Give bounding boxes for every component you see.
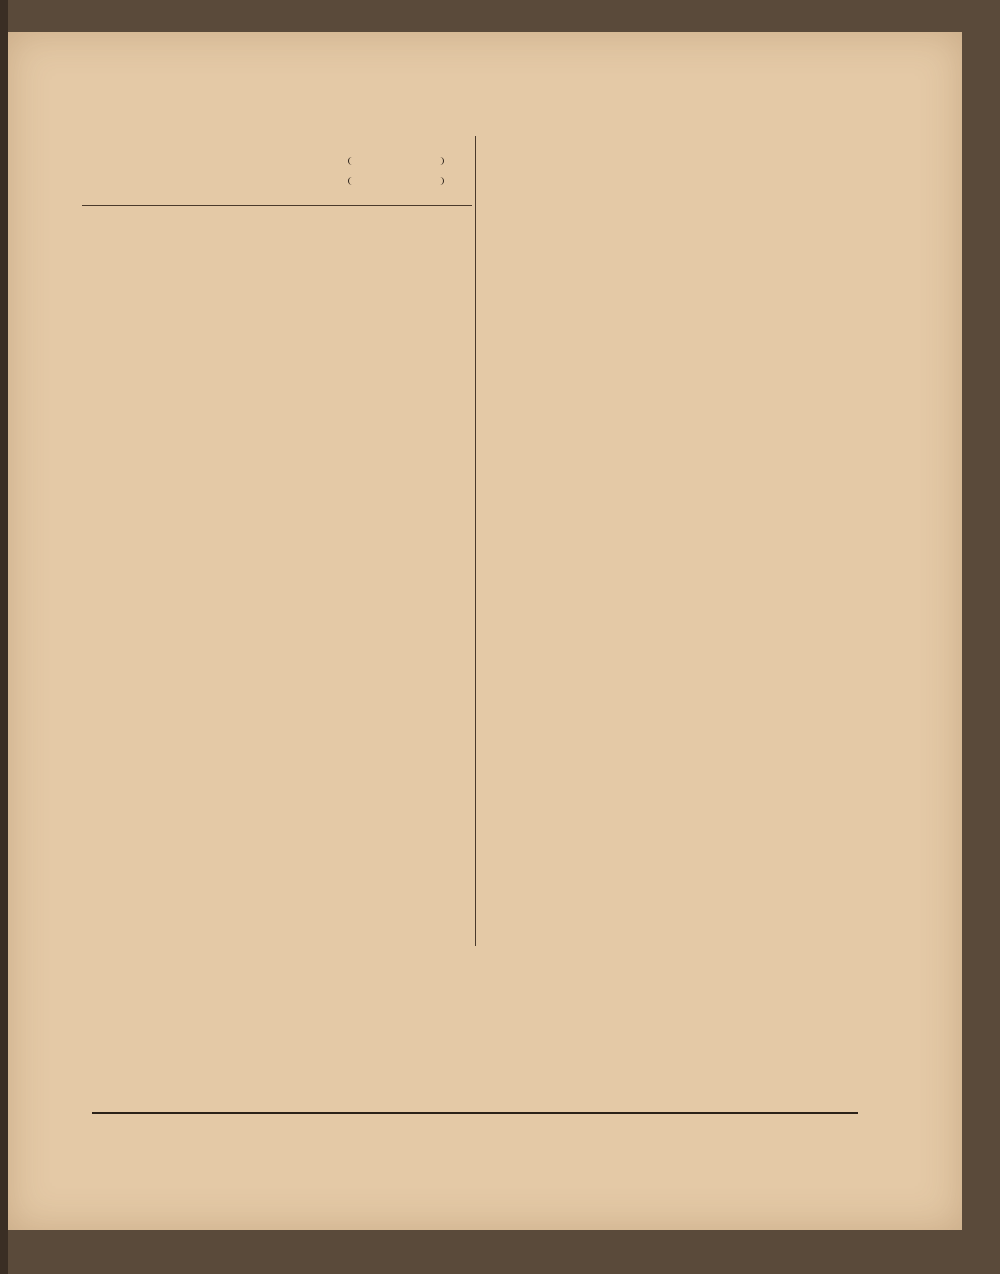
column-divider	[475, 136, 476, 946]
book-spine	[0, 0, 8, 1274]
column-header	[482, 136, 862, 138]
price-row-group	[82, 151, 472, 171]
imprint-footer	[92, 1112, 858, 1124]
row-description	[106, 171, 346, 191]
brace-note	[348, 157, 444, 165]
row-number	[82, 171, 106, 191]
right-column	[482, 136, 862, 154]
brace-note	[348, 177, 444, 185]
left-column	[82, 140, 472, 209]
column-header	[82, 146, 472, 148]
row-description	[106, 151, 346, 171]
document-page	[8, 32, 962, 1230]
footnote	[82, 205, 472, 209]
row-number	[82, 151, 106, 171]
price-row-group	[82, 171, 472, 191]
